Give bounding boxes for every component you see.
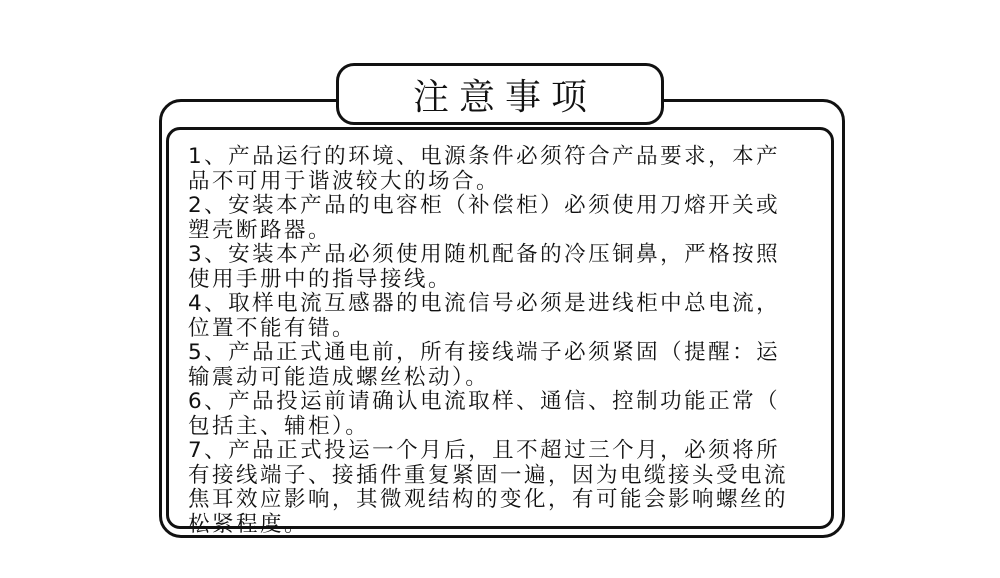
note-item-1	[188, 145, 828, 194]
page-title: 注意事项	[412, 76, 597, 118]
note-item-3	[188, 243, 828, 292]
note-line: 输震动可能造成螺丝松动）。	[188, 364, 490, 390]
note-item-6	[188, 390, 828, 439]
note-item-2	[188, 194, 828, 243]
note-line: 包括主、辅柜）。	[188, 413, 370, 439]
note-line: 有接线端子、接插件重复紧固一遍，因为电缆接头受电流	[188, 462, 789, 488]
note-line: 2、安装本产品的电容柜（补偿柜）必须使用刀熔开关或	[188, 193, 781, 218]
note-line: 6、产品投运前请确认电流取样、通信、控制功能正常（	[188, 389, 781, 414]
note-item-4	[188, 292, 828, 341]
note-line: 3、安装本产品必须使用随机配备的冷压铜鼻，严格按照	[188, 242, 781, 267]
note-line: 松紧程度。	[188, 511, 309, 537]
note-line: 塑壳断路器。	[188, 217, 333, 243]
note-line: 7、产品正式投运一个月后，且不超过三个月，必须将所	[188, 438, 781, 463]
note-line: 焦耳效应影响，其微观结构的变化，有可能会影响螺丝的	[188, 487, 789, 512]
note-line: 1、产品运行的环境、电源条件必须符合产品要求，本产	[188, 144, 781, 169]
notes-list	[188, 145, 828, 537]
note-line: 位置不能有错。	[188, 315, 357, 341]
note-item-7	[188, 439, 828, 537]
note-line: 5、产品正式通电前，所有接线端子必须紧固（提醒：运	[188, 340, 781, 365]
note-line: 使用手册中的指导接线。	[188, 266, 453, 292]
title-tab	[336, 63, 664, 125]
note-line: 4、取样电流互感器的电流信号必须是进线柜中总电流，	[188, 291, 781, 316]
note-item-5	[188, 341, 828, 390]
note-line: 品不可用于谐波较大的场合。	[188, 168, 501, 194]
